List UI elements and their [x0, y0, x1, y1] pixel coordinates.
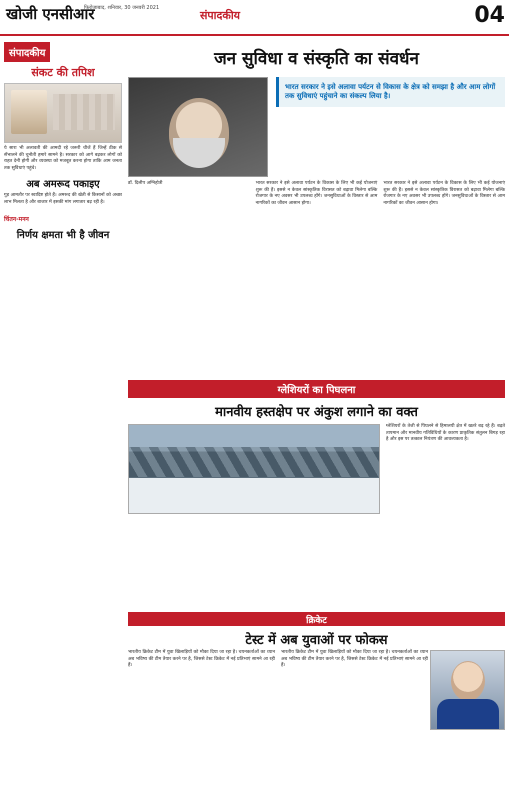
cricket-columns	[128, 650, 428, 670]
glacier-text-column	[386, 424, 505, 444]
masthead: खोजी एनसीआर	[6, 5, 95, 23]
editorial-photo	[4, 83, 122, 143]
box-text: गुड़ आमतौर पर स्वादिष्ट होते हैं। अमरूद की खेती से किसानों को अच्छा लाभ मिलता है और बाजार में इसकी मांग लगातार बढ़ रही है।	[4, 193, 122, 205]
editorial-inset-figure	[11, 90, 47, 134]
glacier-kicker: ग्लेशियरों का पिघलना	[277, 385, 356, 396]
cricket-band	[128, 612, 505, 626]
top-story	[128, 77, 505, 206]
glacier-photo	[128, 424, 380, 514]
lead-photo-beard	[173, 138, 225, 168]
editorial-title: संकट की तपिश	[31, 66, 95, 79]
cricket-text: भारतीय क्रिकेट टीम में युवा खिलाड़ियों को मौका दिया जा रहा है। चयनकर्ताओं का ध्यान अब भविष्य की टीम तैयार करने पर है, जिससे टेस्ट क्रिकेट में नई प्रतिभाएं सामने आ रही हैं।	[128, 650, 275, 669]
pull-quote-text: भारत सरकार ने इसे अलावा पर्यटन से विकास के क्षेत्र को समझा है और आम लोगों तक सुविधाएं पहुंचाने का संकल्प लिया है।	[285, 83, 496, 100]
cricket-headline: टेस्ट में अब युवाओं पर फोकस	[245, 633, 388, 648]
main-column	[128, 40, 505, 206]
section-label: संपादकीय	[4, 42, 50, 62]
editorial-text: ये सारा भी अलावती की आमदी रहे जरूरी चीजें हैं जिन्हें ठीक से सँभालने की चुनौती हमारे सामने है। सरकार को आगे बढ़कर लोगों को राहत देनी होगी और व्यवस्था को मजबूत करना होगा ताकि आम जनता तक सुविधाएं पहुंचे।	[4, 146, 122, 171]
story-text: भारत सरकार ने इसे अलावा पर्यटन के विकास के लिए भी कई योजनाएं शुरू की हैं। इससे न केवल सांस्कृतिक विरासत को बढ़ावा मिलेगा बल्कि रोजगार के नए अवसर भी उपलब्ध होंगे। जनसुविधाओं के विस्तार से आम नागरिकों का जीवन आसान होगा।	[255, 181, 378, 206]
glacier-text: ग्लेशियरों के तेजी से पिघलने से हिमालयी क्षेत्र में खतरे बढ़ रहे हैं। बढ़ते तापमान और मानवीय गतिविधियों के कारण प्राकृतिक संतुलन बिगड़ रहा है और इस पर तत्काल नियंत्रण की आवश्यकता है।	[386, 424, 505, 443]
lead-photo	[128, 77, 268, 177]
cricket-text-cont: भारतीय क्रिकेट टीम में युवा खिलाड़ियों को मौका दिया जा रहा है। चयनकर्ताओं का ध्यान अब भविष्य की टीम तैयार करने पर है, जिससे टेस्ट क्रिकेट में नई प्रतिभाएं सामने आ रही हैं।	[281, 650, 428, 669]
cricket-photo-shirt	[437, 699, 499, 730]
cricket-photo	[430, 650, 505, 730]
story-byline: डॉ. दिलीप अग्निहोत्री	[128, 181, 163, 186]
cricket-photo-head	[451, 661, 485, 701]
left-column	[4, 40, 122, 244]
page-number: 04	[474, 3, 505, 28]
editorial-inset-scene	[53, 94, 115, 130]
story-text-cont: भारत सरकार ने इसे अलावा पर्यटन के विकास के लिए भी कई योजनाएं शुरू की हैं। इससे न केवल सांस्कृतिक विरासत को बढ़ावा मिलेगा बल्कि रोजगार के नए अवसर भी उपलब्ध होंगे। जनसुविधाओं के विस्तार से आम नागरिकों का जीवन आसान होगा।	[383, 181, 505, 206]
box-title: अब अमरूद पकाइए	[26, 179, 100, 191]
cricket-kicker: क्रिकेट	[306, 616, 327, 626]
main-headline: जन सुविधा व संस्कृति का संवर्धन	[214, 49, 419, 69]
story-columns	[128, 181, 505, 207]
bottom-kicker: चिंतन-मनन	[4, 215, 29, 223]
glacier-band	[128, 380, 505, 398]
glacier-headline: मानवीय हस्तक्षेप पर अंकुश लगाने का वक्त	[215, 405, 418, 420]
bottom-title: निर्णय क्षमता भी है जीवन	[16, 229, 110, 241]
page-header	[0, 0, 509, 36]
dateline: फिरोजाबाद, शनिवार, 30 जनवरी 2021	[84, 5, 160, 11]
section-title: संपादकीय	[200, 9, 241, 22]
pull-quote	[276, 77, 505, 107]
glacier-ridge	[129, 447, 380, 477]
